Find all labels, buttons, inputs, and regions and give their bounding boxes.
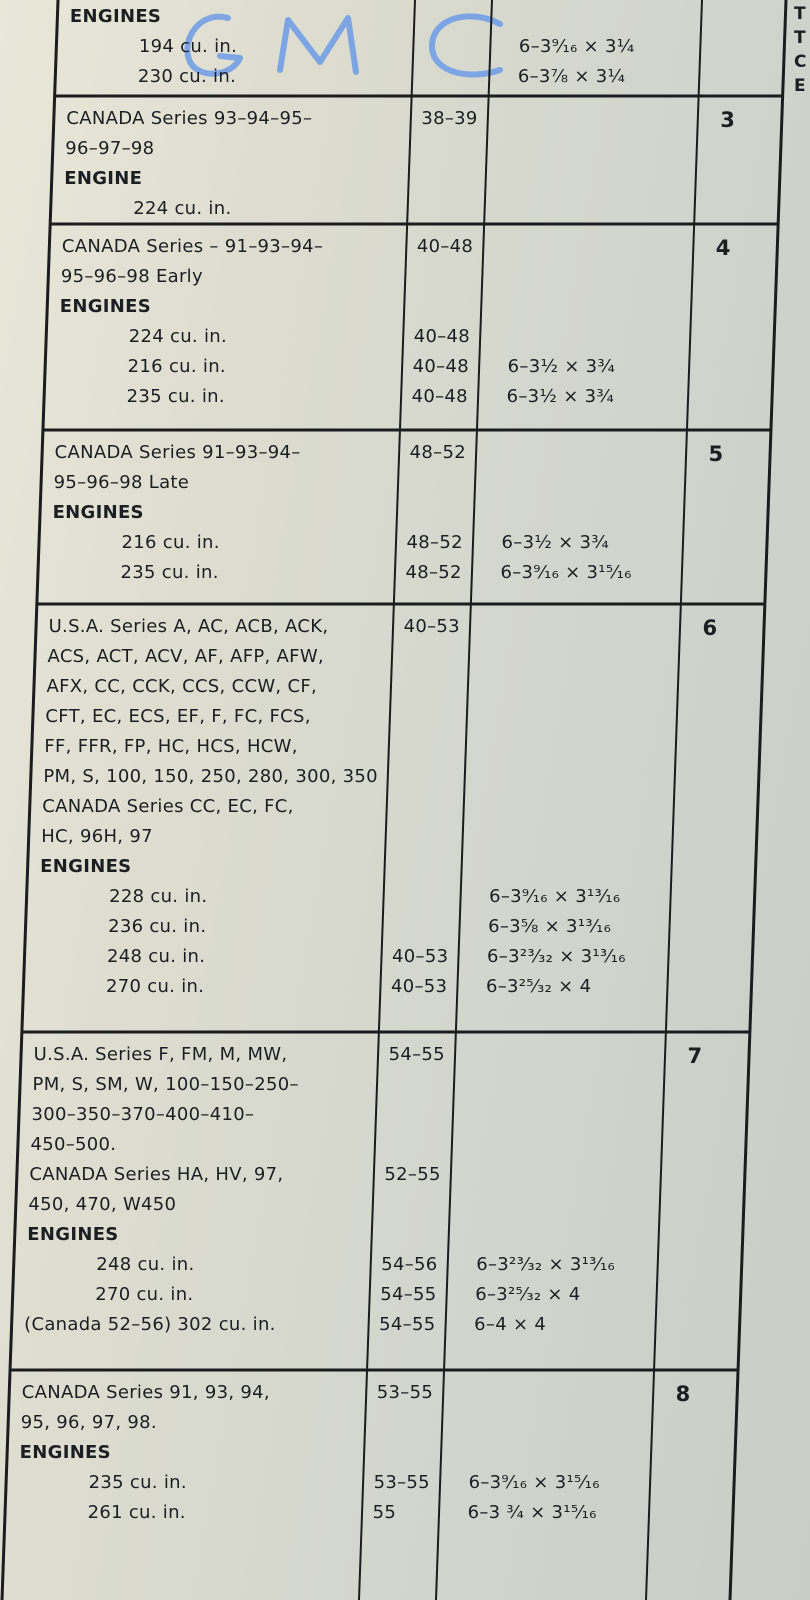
description-cell-line: 224 cu. in. (128, 326, 227, 347)
description-cell-line: CANADA Series CC, EC, FC, (42, 796, 294, 817)
years-cell-line: 40–48 (413, 326, 471, 347)
description-cell-line: CFT, EC, ECS, EF, F, FC, FCS, (45, 706, 311, 727)
description-cell-line: 194 cu. in. (138, 36, 238, 57)
bore-stroke-cell-line: 6–3²⁵⁄₃₂ × 4 (475, 1284, 581, 1305)
group-number: 6 (702, 616, 718, 640)
years-cell-line: 54–56 (381, 1254, 438, 1275)
description-cell-line: 95–96–98 Late (53, 472, 190, 493)
description-cell-line: 248 cu. in. (107, 946, 206, 967)
description-cell-line: 270 cu. in. (105, 976, 205, 997)
group-number: 7 (687, 1044, 703, 1068)
years-cell-line: 40–53 (392, 946, 449, 967)
bore-stroke-cell-line: 6–3⅞ × 3¼ (517, 66, 626, 87)
description-cell-line: 95–96–98 Early (60, 266, 203, 287)
description-cell-line: 270 cu. in. (95, 1284, 194, 1305)
years-cell-line: 53–55 (373, 1472, 430, 1493)
next-page-edge-letter: E (794, 76, 806, 96)
description-cell-line: CANADA Series 91–93–94– (54, 442, 301, 463)
years-cell-line: 55 (372, 1502, 397, 1523)
years-cell-line: 54–55 (380, 1284, 437, 1305)
description-cell-line: 96–97–98 (65, 138, 155, 159)
description-cell-line: 450–500. (30, 1134, 117, 1155)
description-cell-line: ENGINES (40, 856, 132, 877)
years-cell-line: 48–52 (409, 442, 466, 463)
next-page-edge-letter: T (794, 4, 806, 24)
description-cell-line: ENGINE (64, 168, 143, 189)
description-cell-line: U.S.A. Series A, AC, ACB, ACK, (48, 616, 329, 637)
description-cell-line: 216 cu. in. (127, 356, 226, 377)
years-cell-line: 52–55 (384, 1164, 441, 1185)
column-rule-years (359, 0, 415, 1600)
description-cell-line: 300–350–370–400–410– (31, 1104, 255, 1125)
description-cell-line: PM, S, 100, 150, 250, 280, 300, 350 (43, 766, 378, 787)
description-cell-line: CANADA Series 91, 93, 94, (21, 1382, 270, 1403)
description-cell-line: 224 cu. in. (133, 198, 232, 219)
years-cell-line: 54–55 (379, 1314, 436, 1335)
years-cell-line: 48–52 (406, 532, 463, 553)
years-cell-line: 48–52 (405, 562, 462, 583)
description-cell-line: 248 cu. in. (96, 1254, 195, 1275)
bore-stroke-cell-line: 6–3²³⁄₃₂ × 3¹³⁄₁₆ (476, 1254, 615, 1275)
description-cell-line: (Canada 52–56) 302 cu. in. (24, 1314, 276, 1335)
description-cell-line: ACS, ACT, ACV, AF, AFP, AFW, (47, 646, 324, 667)
bore-stroke-cell-line: 6–3²⁵⁄₃₂ × 4 (485, 976, 592, 997)
description-cell-line: ENGINES (59, 296, 152, 317)
description-cell-line: 216 cu. in. (121, 532, 220, 553)
description-cell-line: HC, 96H, 97 (41, 826, 153, 847)
years-cell-line: 40–53 (403, 616, 460, 637)
years-cell-line: 40–48 (416, 236, 474, 257)
bore-stroke-cell-line: 6–3⁹⁄₁₆ × 3¹³⁄₁₆ (489, 886, 621, 907)
years-cell-line: 40–53 (390, 976, 448, 997)
description-cell-line: 235 cu. in. (88, 1472, 187, 1493)
description-cell-line: CANADA Series HA, HV, 97, (29, 1164, 284, 1185)
description-cell-line: U.S.A. Series F, FM, M, MW, (33, 1044, 288, 1065)
bore-stroke-cell-line: 6–3½ × 3¾ (507, 356, 616, 377)
column-rule-right (730, 0, 786, 1600)
years-cell-line: 40–48 (411, 386, 468, 407)
description-cell-line: 235 cu. in. (120, 562, 219, 583)
description-cell-line: ENGINES (19, 1442, 111, 1463)
description-cell-line: 450, 470, W450 (28, 1194, 177, 1215)
years-cell-line: 53–55 (376, 1382, 434, 1403)
bore-stroke-cell-line: 6–3⁹⁄₁₆ × 3¼ (518, 36, 635, 57)
bore-stroke-cell-line: 6–3 ¾ × 3¹⁵⁄₁₆ (467, 1502, 597, 1523)
next-page-edge-letter: T (794, 28, 806, 48)
bore-stroke-cell-line: 6–3½ × 3¾ (501, 532, 609, 553)
description-cell-line: CANADA Series – 91–93–94– (61, 236, 324, 257)
bore-stroke-cell-line: 6–3⁹⁄₁₆ × 3¹⁵⁄₁₆ (468, 1472, 600, 1493)
group-number: 8 (675, 1382, 691, 1406)
description-cell-line: 230 cu. in. (137, 66, 237, 87)
years-cell-line: 40–48 (412, 356, 469, 377)
bore-stroke-cell-line: 6–4 × 4 (474, 1314, 547, 1335)
next-page-edge-letter: C (794, 52, 807, 72)
bore-stroke-cell-line: 6–3⁹⁄₁₆ × 3¹⁵⁄₁₆ (500, 562, 632, 583)
column-rule-group (646, 0, 702, 1600)
bore-stroke-cell-line: 6–3⅝ × 3¹³⁄₁₆ (488, 916, 612, 937)
group-number: 4 (715, 236, 731, 260)
description-cell-line: FF, FFR, FP, HC, HCS, HCW, (44, 736, 298, 757)
description-cell-line: PM, S, SM, W, 100–150–250– (32, 1074, 299, 1095)
description-cell-line: 95, 96, 97, 98. (20, 1412, 157, 1433)
description-cell-line: 261 cu. in. (87, 1502, 186, 1523)
years-cell-line: 54–55 (388, 1044, 445, 1065)
description-cell-line: AFX, CC, CCK, CCS, CCW, CF, (46, 676, 318, 697)
bore-stroke-cell-line: 6–3½ × 3¾ (506, 386, 615, 407)
description-cell-line: 235 cu. in. (126, 386, 225, 407)
description-cell-line: 228 cu. in. (109, 886, 208, 907)
description-cell-line: CANADA Series 93–94–95– (66, 108, 313, 129)
description-cell-line: ENGINES (27, 1224, 119, 1245)
group-number: 5 (708, 442, 724, 466)
description-cell-line: 236 cu. in. (108, 916, 207, 937)
description-cell-line: ENGINES (52, 502, 144, 523)
group-number: 3 (720, 108, 735, 132)
bore-stroke-cell-line: 6–3²³⁄₃₂ × 3¹³⁄₁₆ (487, 946, 626, 967)
description-cell-line: ENGINES (69, 6, 162, 27)
years-cell-line: 38–39 (421, 108, 478, 129)
